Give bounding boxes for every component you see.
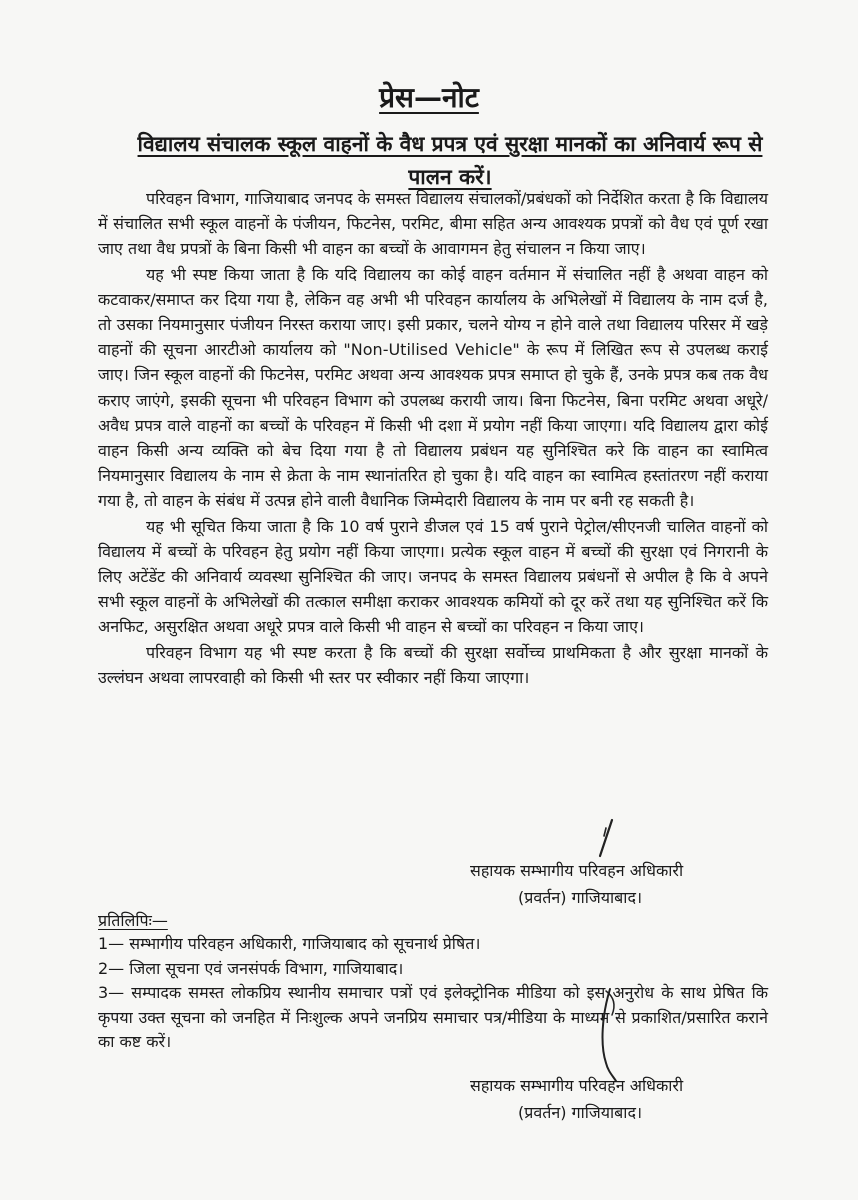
subject-line: विद्यालय संचालक स्कूल वाहनों के वैध प्रपत्र एवं सुरक्षा मानकों का अनिवार्य रूप से पालन करें। (137, 132, 763, 189)
signatory-title: सहायक सम्भागीय परिवहन अधिकारी (470, 1076, 684, 1095)
copy-to-list (98, 932, 768, 1055)
copy-item-1: 1— सम्भागीय परिवहन अधिकारी, गाजियाबाद को सूचनार्थ प्रेषित। (98, 934, 481, 953)
paragraph-1: परिवहन विभाग, गाजियाबाद जनपद के समस्त विद्यालय संचालकों/प्रबंधकों को निर्देशित करता है कि विद्यालय में संचालित सभी स्कूल वाहनों के पंजीयन, फिटनेस, परमिट, बीमा सहित अन्य आवश्यक प्रपत्रों को वैध एवं पूर्ण रखा जाए तथा वैध प्रपत्रों के बिना किसी भी वाहन का बच्चों के आवागमन हेतु संचालन न किया जाए। (98, 189, 768, 259)
body-text (98, 186, 768, 690)
paragraph-3: यह भी सूचित किया जाता है कि 10 वर्ष पुराने डीजल एवं 15 वर्ष पुराने पेट्रोल/सीएनजी चालित वाहनों को विद्यालय में बच्चों के परिवहन हेतु प्रयोग नहीं किया जाएगा। प्रत्येक स्कूल वाहन में बच्चों की सुरक्षा एवं निगरानी के लिए अटेंडेंट की अनिवार्य व्यवस्था सुनिश्चित की जाए। जनपद के समस्त विद्यालय प्रबंधनों से अपील है कि वे अपने सभी स्कूल वाहनों के अभिलेखों की तत्काल समीक्षा कराकर आवश्यक कमियों को दूर करें तथा यह सुनिश्चित करें कि अनफिट, असुरक्षित अथवा अधूरे प्रपत्र वाले किसी भी वाहन से बच्चों का परिवहन न किया जाए। (98, 516, 768, 637)
paragraph-4: परिवहन विभाग यह भी स्पष्ट करता है कि बच्चों की सुरक्षा सर्वोच्च प्राथमिकता है और सुरक्षा मानकों के उल्लंघन अथवा लापरवाही को किसी भी स्तर पर स्वीकार नहीं किया जाएगा। (98, 642, 768, 687)
copy-item-2: 2— जिला सूचना एवं जनसंपर्क विभाग, गाजियाबाद। (98, 958, 404, 978)
signatory-office: (प्रवर्तन) गाजियाबाद। (518, 1103, 643, 1122)
signatory-title: सहायक सम्भागीय परिवहन अधिकारी (470, 861, 684, 880)
signature-block-2 (470, 1072, 800, 1126)
page-title: प्रेस—नोट (379, 81, 479, 114)
signature-block-1 (470, 857, 800, 911)
copy-to-heading: प्रतिलिपिः— (98, 911, 168, 930)
signatory-office: (प्रवर्तन) गाजियाबाद। (518, 888, 643, 907)
copy-item-3: 3— सम्पादक समस्त लोकप्रिय स्थानीय समाचार पत्रों एवं इलेक्ट्रोनिक मीडिया को इस अनुरोध के साथ प्रेषित कि कृपया उक्त सूचना को जनहित में निःशुल्क अपने जनप्रिय समाचार पत्र/मीडिया के माध्यम से प्रकाशित/प्रसारित कराने का कष्ट करें। (98, 983, 768, 1051)
paragraph-2: यह भी स्पष्ट किया जाता है कि यदि विद्यालय का कोई वाहन वर्तमान में संचालित नहीं है अथवा वाहन को कटवाकर/समाप्त कर दिया गया है, लेकिन वह अभी भी परिवहन कार्यालय के अभिलेखों में विद्यालय के नाम दर्ज है, तो उसका नियमानुसार पंजीयन निरस्त कराया जाए। इसी प्रकार, चलने योग्य न होने वाले तथा विद्यालय परिसर में खड़े वाहनों की सूचना आरटीओ कार्यालय को "Non-Utilised Vehicle" के रूप में लिखित रूप से उपलब्ध कराई जाए। जिन स्कूल वाहनों की फिटनेस, परमिट अथवा अन्य आवश्यक प्रपत्र समाप्त हो चुके हैं, उनके प्रपत्र कब तक वैध कराए जाएंगे, इसकी सूचना भी परिवहन विभाग को उपलब्ध करायी जाय। बिना फिटनेस, बिना परमिट अथवा अधूरे/अवैध प्रपत्र वाले वाहनों का बच्चों के परिवहन में किसी भी दशा में प्रयोग नहीं किया जाएगा। यदि विद्यालय द्वारा कोई वाहन किसी अन्य व्यक्ति को बेच दिया गया है तो विद्यालय प्रबंधन यह सुनिश्चित करे कि वाहन का स्वामित्व नियमानुसार विद्यालय के नाम से क्रेता के नाम स्थानांतरित हो चुका है। यदि वाहन का स्वामित्व हस्तांतरण नहीं कराया गया है, तो वाहन के संबंध में उत्पन्न होने वाली वैधानिक जिम्मेदारी विद्यालय के नाम पर बनी रह सकती है। (98, 264, 768, 511)
signature-mark (590, 818, 620, 858)
signature-stroke (588, 985, 628, 1085)
